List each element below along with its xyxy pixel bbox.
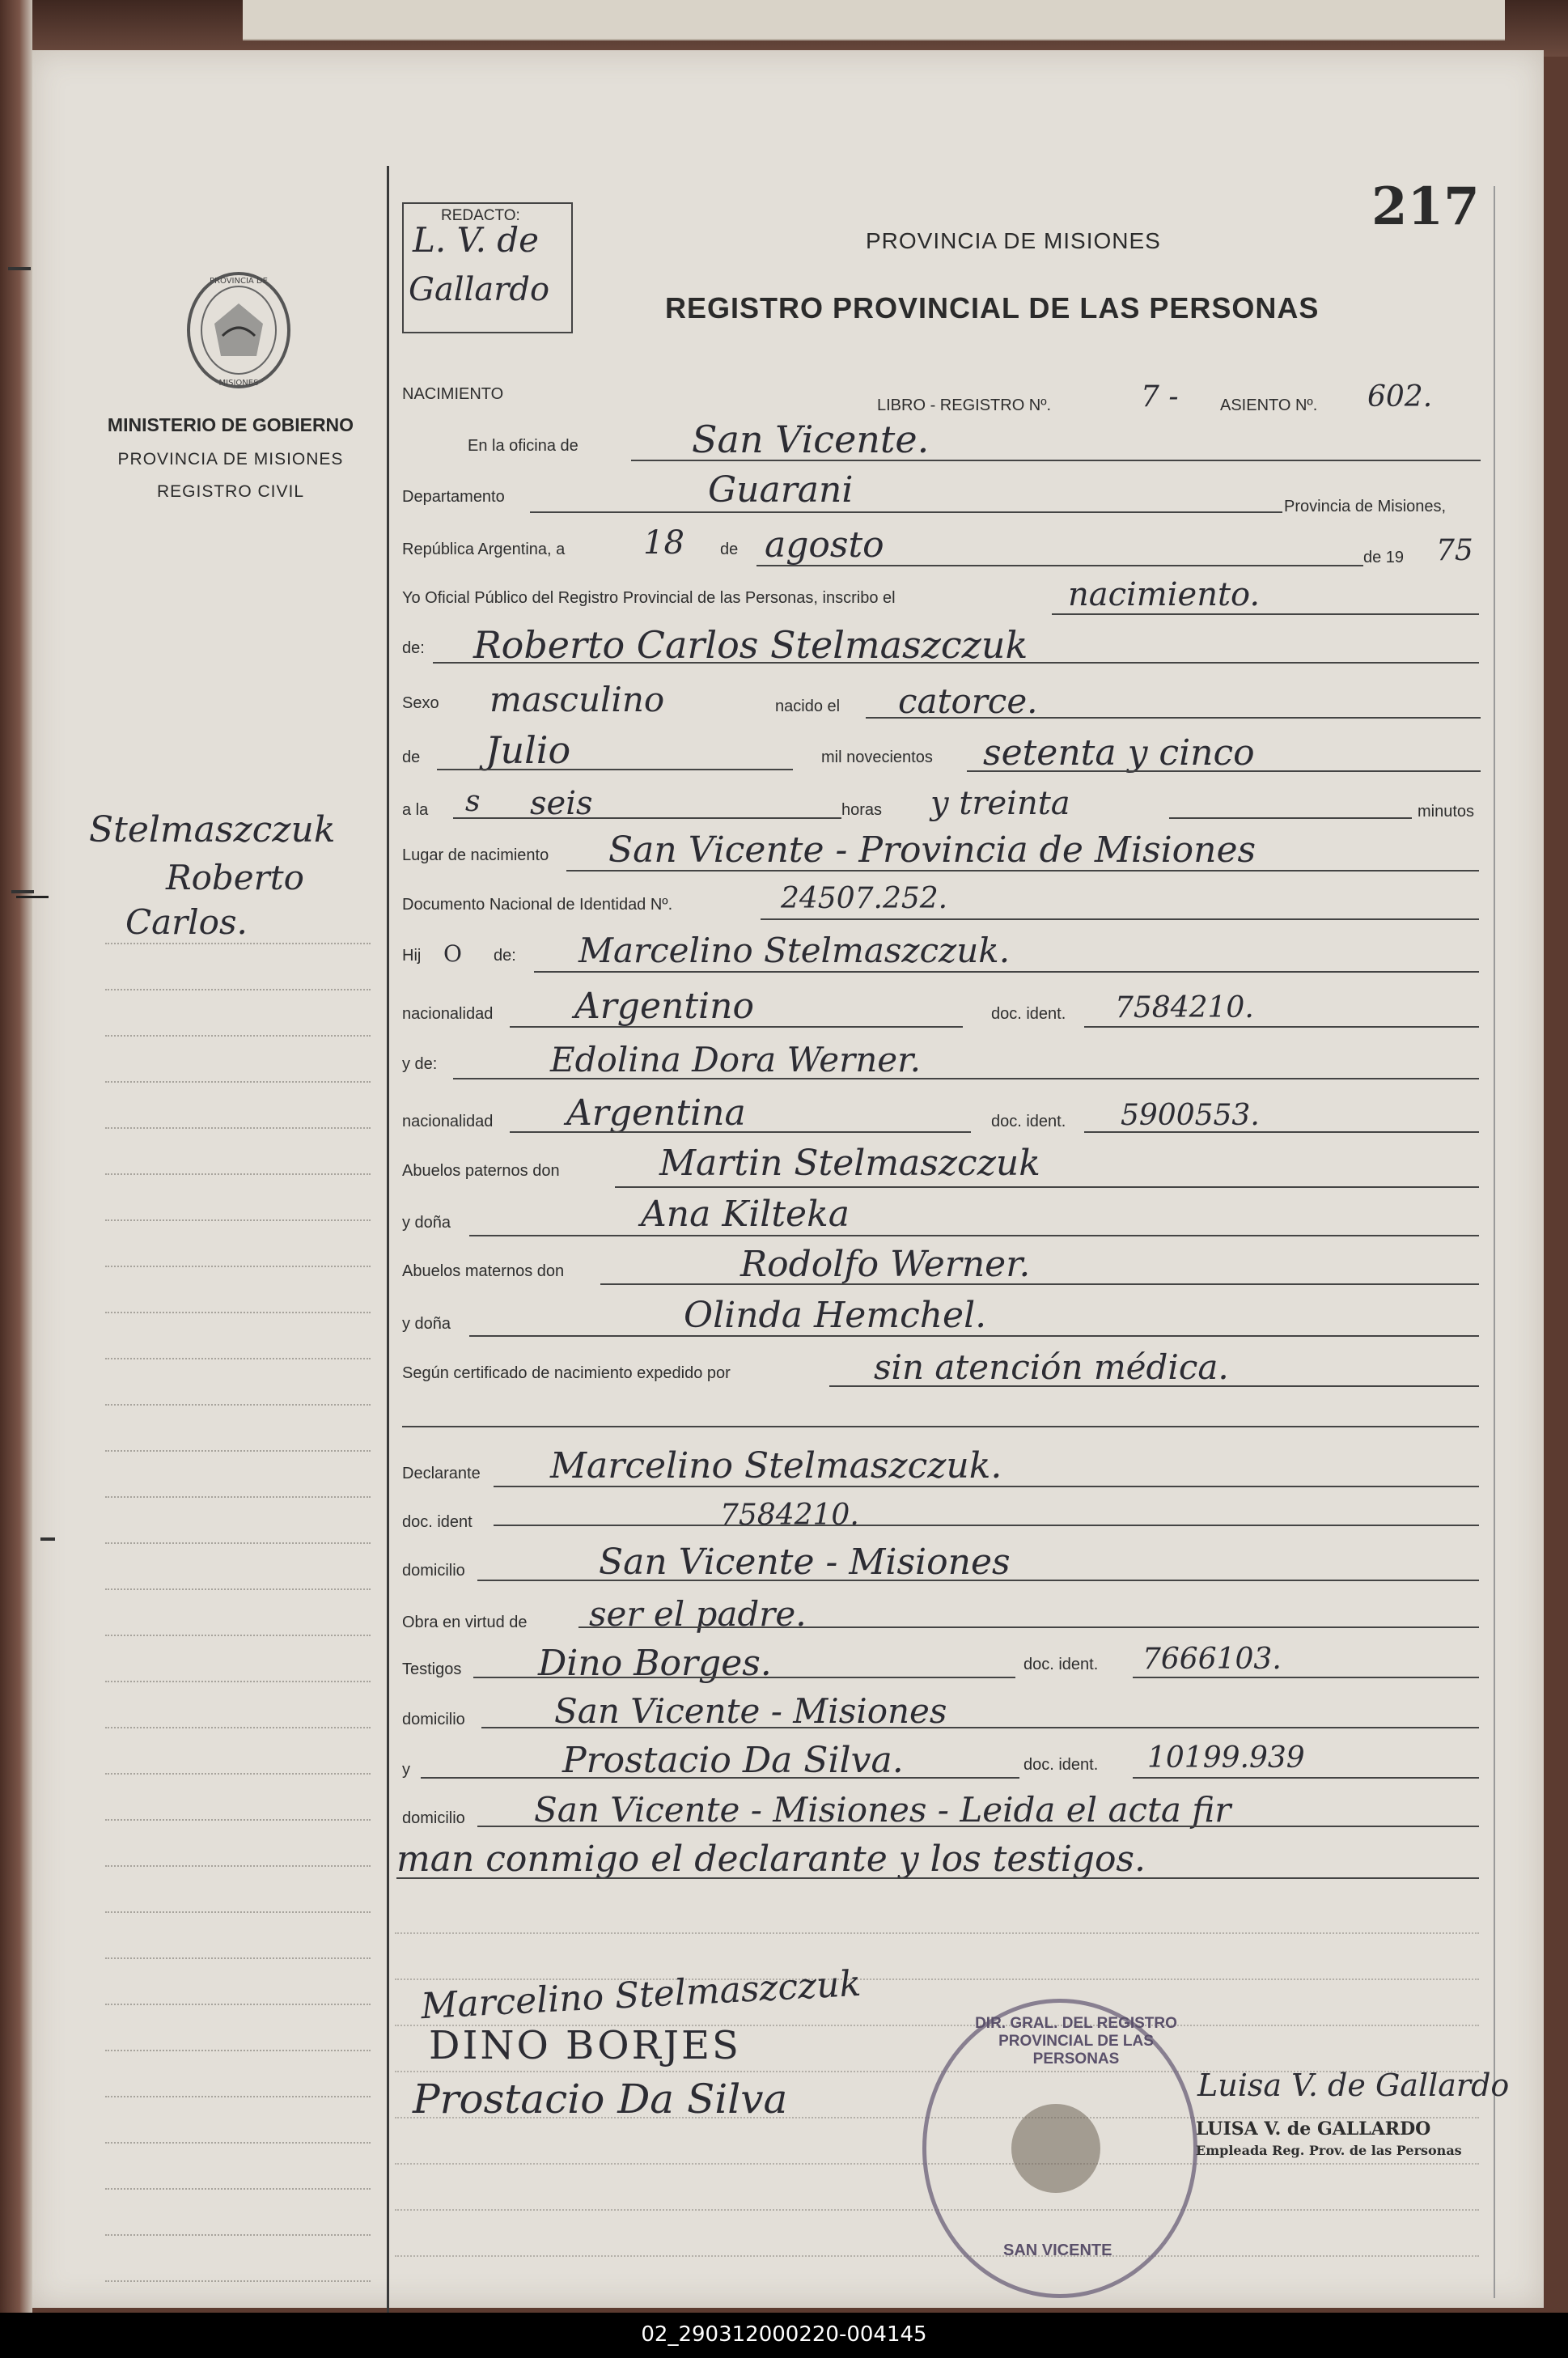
abuela-pat-line — [469, 1235, 1479, 1236]
ruled-line — [105, 1635, 371, 1636]
signature-declarante: Marcelino Stelmaszczuk — [420, 1962, 862, 2028]
ruled-line — [105, 2280, 371, 2282]
officer-name: LUISA V. de GALLARDO — [1196, 2118, 1431, 2140]
hora-value: seis — [530, 785, 593, 822]
mes-value: agosto — [765, 524, 884, 566]
documento-line — [761, 918, 1479, 920]
certificado-value: sin atención médica. — [874, 1347, 1229, 1387]
nacionalidad-padre-label: nacionalidad — [402, 1005, 494, 1023]
doc-t2-line — [1133, 1777, 1479, 1779]
anio-nac-value: setenta y cinco — [983, 732, 1255, 774]
domicilio-decl-value: San Vicente - Misiones — [599, 1542, 1011, 1583]
doc-madre-value: 5900553. — [1121, 1099, 1260, 1132]
sexo-label: Sexo — [402, 694, 439, 712]
ruled-line — [105, 1358, 371, 1359]
abuelos-pat-label: Abuelos paternos don — [402, 1162, 560, 1180]
de-label: de — [720, 541, 739, 558]
margin-surname: Stelmaszczuk — [89, 809, 336, 850]
mes-nac-value: Julio — [485, 728, 571, 772]
province-heading: PROVINCIA DE MISIONES — [866, 228, 1161, 253]
nacido-label: nacido el — [775, 698, 841, 715]
hijo-letter: O — [443, 940, 462, 967]
ruled-line — [105, 1035, 371, 1037]
domicilio-t2-label: domicilio — [402, 1809, 465, 1827]
abuelo-mat-line — [600, 1283, 1479, 1285]
ruled-line — [105, 1404, 371, 1406]
testigo1-line — [473, 1677, 1015, 1678]
registry-heading: REGISTRO PROVINCIAL DE LAS PERSONAS — [665, 291, 1320, 324]
domicilio-t1-value: San Vicente - Misiones — [554, 1691, 947, 1731]
officer-signature: Luisa V. de Gallardo — [1197, 2067, 1510, 2103]
oficina-label: En la oficina de — [468, 437, 578, 455]
departamento-value: Guarani — [708, 469, 854, 511]
domicilio-t2-line — [477, 1826, 1479, 1827]
certificado-line-2 — [402, 1426, 1479, 1427]
obra-label: Obra en virtud de — [402, 1614, 528, 1631]
hora-line — [453, 817, 841, 819]
abuelo-pat-line — [615, 1186, 1479, 1188]
hijo-label-2: de: — [494, 947, 516, 965]
departamento-label: Departamento — [402, 488, 505, 506]
padre-value: Marcelino Stelmaszczuk. — [578, 931, 1011, 970]
hijo-label-1: Hij — [402, 947, 422, 965]
doc-ident-t2-label: doc. ident. — [1023, 1756, 1099, 1774]
ruled-line — [105, 1127, 371, 1129]
doc-decl-line — [494, 1525, 1479, 1526]
doc-padre-line — [1084, 1026, 1479, 1028]
ruled-line — [105, 1219, 371, 1221]
nac-madre-value: Argentina — [566, 1092, 746, 1134]
madre-value: Edolina Dora Werner. — [550, 1040, 921, 1079]
anio-label: de 19 — [1363, 549, 1405, 566]
nac-padre-value: Argentino — [574, 986, 754, 1027]
republica-label: República Argentina, a — [402, 541, 566, 558]
ruled-line — [105, 1266, 371, 1267]
closing-value: man conmigo el declarante y los testigos. — [396, 1838, 1146, 1880]
margin-mark — [16, 896, 49, 898]
abuela-mat-value: Olinda Hemchel. — [684, 1295, 987, 1336]
stamp-ring-text: DIR. GRAL. DEL REGISTRO PROVINCIAL DE LAS PERSONAS — [975, 2015, 1177, 2067]
anio-value: 75 — [1436, 534, 1473, 567]
testigo2-line — [421, 1777, 1019, 1779]
ruled-line — [395, 1932, 1479, 1934]
abuela-pat-value: Ana Kilteka — [641, 1194, 850, 1235]
nac-madre-line — [510, 1131, 971, 1133]
yde-label: y de: — [402, 1055, 438, 1073]
abuelos-mat-label: Abuelos maternos don — [402, 1262, 565, 1280]
libro-label: LIBRO - REGISTRO Nº. — [877, 397, 1052, 414]
padre-line — [534, 971, 1479, 973]
doc-t2-value: 10199.939 — [1147, 1741, 1305, 1775]
de2-label: de — [402, 749, 421, 766]
libro-value: 7 - — [1141, 380, 1179, 413]
redacto-label: REDACTO: — [441, 207, 520, 224]
testigos-label: Testigos — [402, 1660, 462, 1678]
ruled-line — [105, 1911, 371, 1913]
declarante-value: Marcelino Stelmaszczuk. — [550, 1445, 1002, 1486]
stitch-mark — [8, 267, 31, 270]
minutos-line — [1169, 817, 1412, 819]
ruled-line — [105, 2096, 371, 2097]
madre-line — [453, 1078, 1479, 1079]
ruled-line — [105, 1681, 371, 1682]
name-line — [433, 662, 1479, 664]
dia-value: 18 — [643, 524, 684, 562]
ruled-line — [105, 1081, 371, 1083]
stitch-mark — [40, 1537, 55, 1541]
lugar-line — [566, 870, 1479, 872]
testigo2-value: Prostacio Da Silva. — [562, 1740, 904, 1781]
certificado-line — [829, 1385, 1479, 1387]
officer-title: Empleada Reg. Prov. de las Personas — [1196, 2143, 1462, 2158]
doc-t1-line — [1133, 1677, 1479, 1678]
fecha-line — [756, 565, 1363, 566]
documento-value: 24507.252. — [781, 882, 948, 915]
ruled-line — [105, 1727, 371, 1728]
ala-value: s — [465, 785, 481, 818]
oficina-line — [631, 460, 1481, 461]
obra-line — [578, 1626, 1479, 1628]
name-value: Roberto Carlos Stelmaszczuk — [473, 623, 1028, 667]
provincia-suffix: Provincia de Misiones, — [1284, 498, 1447, 515]
asiento-label: ASIENTO Nº. — [1220, 397, 1318, 414]
sexo-value: masculino — [489, 680, 665, 719]
abuela-mat-line — [469, 1335, 1479, 1337]
ruled-line — [105, 2188, 371, 2190]
abuelo-mat-value: Rodolfo Werner. — [740, 1244, 1031, 1285]
nacimiento-label: NACIMIENTO — [402, 385, 504, 403]
ala-label: a la — [402, 801, 429, 819]
page-behind — [243, 0, 1505, 40]
image-code: 02_290312000220-004145 — [641, 2322, 927, 2347]
doc-t1-value: 7666103. — [1142, 1643, 1282, 1676]
lugar-label: Lugar de nacimiento — [402, 846, 549, 864]
ruled-line — [105, 1542, 371, 1544]
ruled-line — [105, 2142, 371, 2144]
oficial-label: Yo Oficial Público del Registro Provincial de las Personas, inscribo el — [402, 589, 896, 607]
oficial-line — [1052, 613, 1479, 615]
ruled-line — [105, 2050, 371, 2051]
certificado-label: Según certificado de nacimiento expedido por — [402, 1364, 731, 1382]
nac-padre-line — [510, 1026, 963, 1028]
doc-madre-line — [1084, 1131, 1479, 1133]
ruled-line — [105, 1450, 371, 1452]
ruled-line — [395, 2255, 1479, 2257]
ydona-pat-label: y doña — [402, 1214, 451, 1232]
doc-ident-madre-label: doc. ident. — [991, 1113, 1066, 1130]
domicilio-t1-line — [481, 1727, 1479, 1728]
oficina-value: San Vicente. — [692, 418, 930, 461]
ruled-line — [105, 943, 371, 944]
doc-ident-padre-label: doc. ident. — [991, 1005, 1066, 1023]
redacto-value-2: Gallardo — [409, 271, 550, 308]
obra-value: ser el padre. — [589, 1594, 807, 1634]
ruled-line — [105, 1588, 371, 1590]
signature-testigo2: Prostacio Da Silva — [413, 2076, 788, 2123]
oficial-value: nacimiento. — [1068, 576, 1261, 613]
domicilio-t1-label: domicilio — [402, 1711, 465, 1728]
lugar-value: San Vicente - Provincia de Misiones — [608, 829, 1257, 871]
ministry-registry: REGISTRO CIVIL — [156, 482, 305, 501]
doc-padre-value: 7584210. — [1115, 991, 1254, 1024]
nacido-value: catorce. — [898, 681, 1038, 721]
declarante-line — [494, 1486, 1479, 1487]
seal-text-top: PROVINCIA DE — [210, 277, 268, 286]
page-number: 217 — [1371, 176, 1480, 237]
documento-label: Documento Nacional de Identidad Nº. — [402, 896, 673, 914]
y-label: y — [402, 1761, 410, 1779]
horas-value: y treinta — [930, 785, 1070, 822]
stamp-bottom-text: SAN VICENTE — [1003, 2241, 1112, 2259]
closing-line — [396, 1877, 1479, 1879]
horas-label: horas — [841, 801, 883, 819]
ruled-line — [105, 1865, 371, 1867]
ruled-line — [105, 1312, 371, 1313]
book-binding — [0, 0, 32, 2358]
nacido-line — [866, 717, 1481, 719]
stamp-emblem-icon — [1011, 2104, 1100, 2193]
column-divider — [387, 166, 389, 2318]
doc-ident-t1-label: doc. ident. — [1023, 1656, 1099, 1673]
mes-nac-line — [437, 769, 793, 770]
nacionalidad-madre-label: nacionalidad — [402, 1113, 494, 1130]
doc-decl-value: 7584210. — [720, 1499, 859, 1532]
mil-label: mil novecientos — [821, 749, 933, 766]
seal-text-bottom: MISIONES — [218, 379, 259, 388]
ruled-line — [105, 1819, 371, 1821]
ruled-line — [105, 2004, 371, 2005]
minutos-label: minutos — [1418, 803, 1475, 821]
ruled-line — [105, 1173, 371, 1175]
anio-nac-line — [967, 770, 1481, 772]
ydona-mat-label: y doña — [402, 1315, 451, 1333]
ruled-line — [105, 1773, 371, 1775]
ministry-province: PROVINCIA DE MISIONES — [117, 450, 344, 469]
signature-testigo1: DINO BORJES — [429, 2023, 741, 2068]
declarante-label: Declarante — [402, 1465, 481, 1482]
domicilio-decl-line — [477, 1580, 1479, 1581]
ministry-title: MINISTERIO DE GOBIERNO — [107, 414, 354, 435]
testigo1-value: Dino Borges. — [538, 1643, 772, 1684]
margin-second-name: Carlos. — [125, 902, 248, 942]
ruled-line — [105, 989, 371, 990]
redacto-value-1: L. V. de — [413, 220, 540, 260]
ruled-line — [105, 2234, 371, 2236]
ruled-line — [105, 1957, 371, 1959]
right-margin-line — [1494, 186, 1495, 2298]
stitch-mark — [11, 890, 34, 893]
abuelo-pat-value: Martin Stelmaszczuk — [659, 1143, 1040, 1184]
domicilio-t2-value: San Vicente - Misiones - Leida el acta fir — [534, 1790, 1231, 1830]
de-name-label: de: — [402, 639, 425, 657]
provincial-seal-icon — [182, 267, 295, 392]
asiento-value: 602. — [1367, 380, 1433, 413]
departamento-line — [530, 511, 1282, 513]
domicilio-decl-label: domicilio — [402, 1562, 465, 1580]
doc-ident-decl-label: doc. ident — [402, 1513, 473, 1531]
ruled-line — [105, 1496, 371, 1498]
margin-first-name: Roberto — [166, 858, 304, 897]
